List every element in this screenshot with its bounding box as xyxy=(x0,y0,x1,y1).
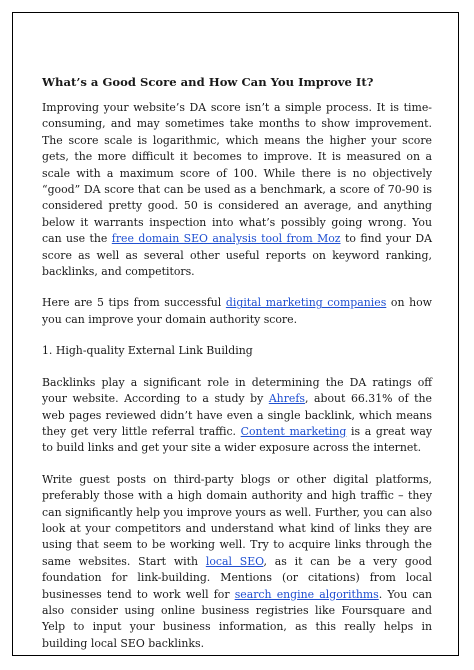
section-heading: What’s a Good Score and How Can You Improve It? xyxy=(42,75,374,89)
tips-intro-text-2: on how you can improve your domain authority score. xyxy=(42,296,432,326)
document-body xyxy=(42,74,432,667)
moz-tool-link[interactable]: free domain SEO analysis tool from Moz xyxy=(111,232,341,246)
guest-posts-text-2: , as it can be a very good foundation for link-building. Mentions (or citations) from local businesses tend to work well for xyxy=(42,554,432,601)
ahrefs-link[interactable]: Ahrefs xyxy=(268,392,305,406)
digital-marketing-link[interactable]: digital marketing companies xyxy=(225,296,387,310)
tip-1-heading: 1. High-quality External Link Building xyxy=(42,344,253,358)
guest-posts-text-1: Write guest posts on third-party blogs or other digital platforms, preferably those with a high domain authority and high traffic – they can significantly help you improve yours as well. Further, you can also look at your competitors and understand what kind of links they are using that seem to be working well. Try to acquire links through the same websites. Start with xyxy=(42,472,432,568)
backlinks-paragraph xyxy=(42,375,432,457)
intro-text-2: to find your DA score as well as several other useful reports on keyword ranking, backlinks, and competitors. xyxy=(42,232,432,279)
intro-text-1: Improving your website’s DA score isn’t a simple process. It is time-consuming, and may sometimes take months to show improvement. The score scale is logarithmic, which means the higher your score gets, the more difficult it becomes to improve. It is measured on a scale with a maximum score of 100. While there is no objectively “good” DA score that can be used as a benchmark, a score of 70-90 is considered pretty good. 50 is considered an average, and anything below it warrants inspection into what’s possibly going wrong. You can use the xyxy=(42,101,432,246)
tips-intro-paragraph xyxy=(42,295,432,328)
content-marketing-link[interactable]: Content marketing xyxy=(240,424,347,438)
backlinks-text-3: is a great way to build links and get your site a wider exposure across the internet. xyxy=(42,424,432,455)
guest-posts-paragraph xyxy=(42,472,432,652)
intro-paragraph xyxy=(42,100,432,280)
backlinks-text-2: , about 66.31% of the web pages reviewed didn’t have even a single backlink, which means they get very little referral traffic. xyxy=(42,392,432,438)
search-engine-algorithms-link[interactable]: search engine algorithms xyxy=(234,587,379,601)
local-seo-link[interactable]: local SEO xyxy=(205,554,264,568)
guest-posts-text-3: . You can also consider using online business registries like Foursquare and Yelp to input your business information, as this really helps in building local SEO backlinks. xyxy=(42,587,432,650)
backlinks-text-1: Backlinks play a significant role in determining the DA ratings off your website. According to a study by xyxy=(42,375,432,406)
tips-intro-text-1: Here are 5 tips from successful xyxy=(42,296,226,310)
